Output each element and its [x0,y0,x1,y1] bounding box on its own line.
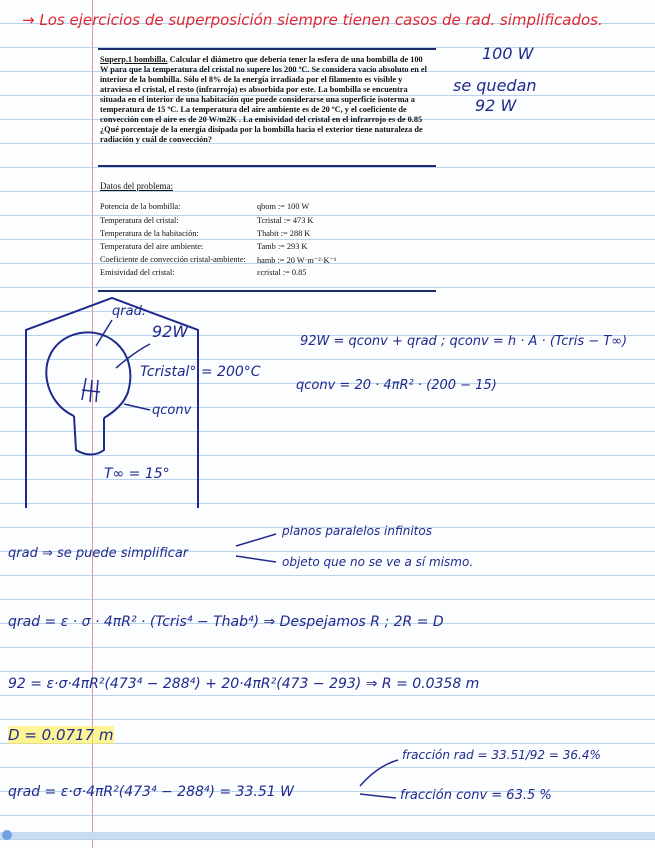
arrow-simplify-up [236,534,276,546]
equation-energy-balance: 92W = qconv + qrad ; qconv = h · A · (Tcris − T∞) [300,334,628,349]
problem-text: Calcular el diámetro que debería tener la esfera de una bombilla de 100 W para que la temperatura del cristal no supere los 200 ºC. Se considera vacío absoluto en el interior de la bombilla. Sólo el 8% de la energía irradiada por el filamento es visible y atraviesa el cristal, el resto (infrarroja) es absorbida por este. La bombilla se encuentra situada en el interior de una habitación que puede considerarse una superficie isoterma a temperatura de 15 ºC. La temperatura del aire ambiente es de 20 ºC, y el coeficiente de convección con el aire es de 20 W/m2K . La emisividad del cristal en el infrarrojo es de 0.85 ¿Qué porcentaje de la energía disipada por la bombilla hacia el exterior tiene naturaleza de radiación y cuál de convección? [100,55,427,144]
equation-qrad-value: qrad = ε·σ·4πR²(473⁴ − 288⁴) = 33.51 W [8,784,294,800]
problem-title: Superp.1 bombilla. [100,55,168,64]
note-remain-1: se quedan [453,76,537,95]
data-label: Temperatura del aire ambiente: [100,242,204,251]
simplify-option-2: objeto que no se ve a sí mismo. [282,555,474,569]
note-power: 100 W [482,44,534,63]
bulb-base [74,416,104,455]
equation-diameter: D = 0.0717 m [8,726,114,744]
fraction-rad: fracción rad = 33.51/92 = 36.4% [402,748,601,762]
data-value: qbom := 100 W [257,202,310,211]
simplify-option-1: planos paralelos infinitos [282,524,432,538]
equation-solve-r: 92 = ε·σ·4πR²(473⁴ − 288⁴) + 20·4πR²(473 − 293) ⇒ R = 0.0358 m [8,676,480,692]
filament [82,378,100,402]
data-value: εcristal := 0.85 [257,268,307,277]
sketch-t-inf: T∞ = 15° [104,466,170,482]
sketch-qrad: qrad. [112,304,146,319]
qrad-simplify: qrad ⇒ se puede simplificar [8,546,189,561]
data-value: Thabit := 288 K [257,229,311,238]
sketch-t-crystal: Tcristal° = 200°C [140,364,261,380]
scroll-handle[interactable] [2,830,12,840]
data-value: Tcristal := 473 K [257,216,314,225]
sketch-power: 92W [152,322,189,341]
header-note: → Los ejercicios de superposición siempre tienen casos de rad. simplificados. [22,11,603,29]
arrow-qconv [124,404,150,410]
data-label: Potencia de la bombilla: [100,202,181,211]
data-value: Tamb := 293 K [257,242,308,251]
data-title: Datos del problema: [100,181,173,191]
fraction-conv: fracción conv = 63.5 % [400,788,552,803]
arrow-frac-rad [360,760,398,786]
data-value: hamb := 20 W·m⁻²·K⁻¹ [257,256,337,265]
arrow-simplify-down [236,556,276,562]
data-label: Temperatura de la habitación: [100,229,199,238]
equation-qrad: qrad = ε · σ · 4πR² · (Tcris⁴ − Thab⁴) ⇒ Despejamos R ; 2R = D [8,614,444,630]
equation-qconv: qconv = 20 · 4πR² · (200 − 15) [296,378,497,393]
data-label: Coeficiente de convección cristal-ambiente: [100,255,246,264]
note-remain-2: 92 W [475,96,517,115]
bulb-outline [46,332,130,418]
arrow-frac-conv [360,794,396,798]
sketch-qconv: qconv [152,403,192,418]
page-scrollbar[interactable] [0,832,655,839]
data-label: Emisividad del cristal: [100,268,175,277]
data-label: Temperatura del cristal: [100,216,179,225]
